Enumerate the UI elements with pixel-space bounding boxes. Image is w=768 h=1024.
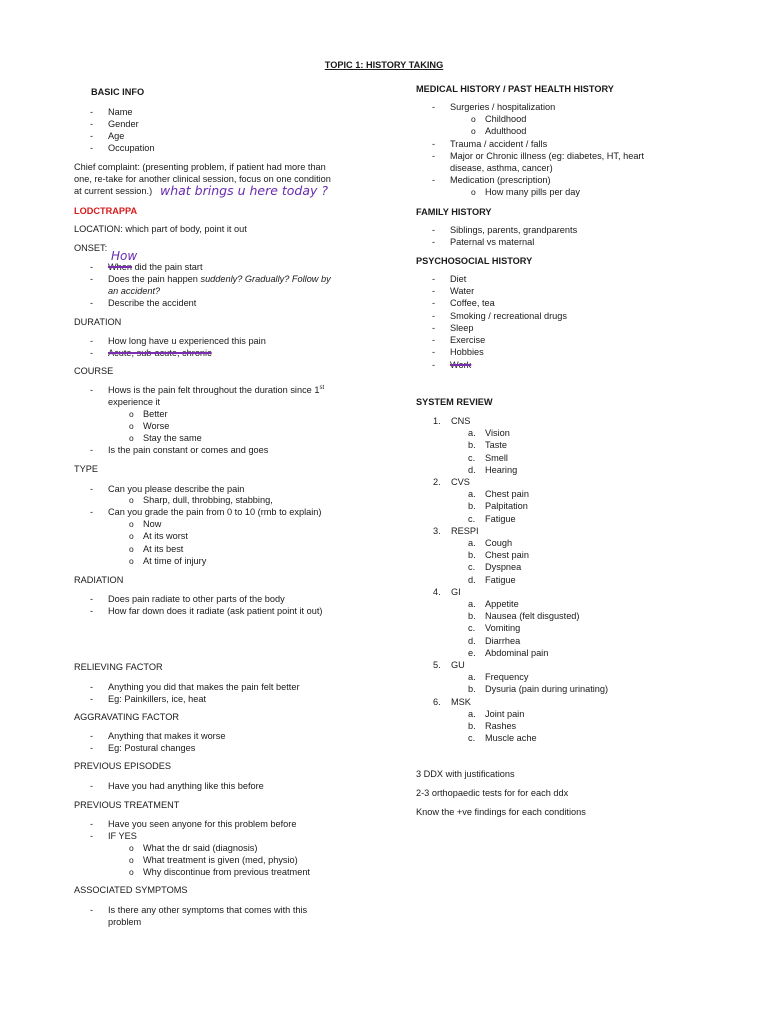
bullet-marker: o bbox=[471, 187, 476, 197]
dash-marker: - bbox=[432, 274, 436, 284]
dash-marker: - bbox=[90, 819, 94, 829]
system-name: GI bbox=[451, 586, 461, 597]
onset-item-text: did the pain start bbox=[132, 262, 203, 272]
dash-marker: - bbox=[90, 781, 94, 791]
dash-marker: - bbox=[90, 606, 94, 616]
aggravating-heading: AGGRAVATING FACTOR bbox=[74, 712, 179, 722]
onset-item bbox=[108, 261, 203, 273]
dash-marker: - bbox=[432, 347, 436, 357]
system-review-heading: SYSTEM REVIEW bbox=[416, 397, 493, 407]
system-name: CNS bbox=[451, 416, 471, 426]
system-number: 2. bbox=[433, 477, 441, 487]
system-item: Chest pain bbox=[485, 550, 529, 561]
dash-marker: - bbox=[90, 385, 94, 395]
bullet-marker: o bbox=[129, 421, 134, 431]
system-item: Palpitation bbox=[485, 501, 528, 512]
system-number: 5. bbox=[433, 660, 441, 670]
note-line: 2-3 orthopaedic tests for for each ddx bbox=[416, 788, 569, 798]
course-item-text: Hows is the pain felt throughout the duration since 1 bbox=[108, 385, 320, 395]
medical-subitem: How many pills per day bbox=[485, 187, 580, 197]
system-item-letter: a. bbox=[468, 538, 476, 548]
relieving-heading: RELIEVING FACTOR bbox=[74, 662, 163, 672]
system-item-letter: c. bbox=[468, 562, 476, 573]
system-item: Appetite bbox=[485, 599, 519, 609]
associated-item: Is there any other symptoms that comes with this bbox=[108, 905, 308, 915]
system-item-letter: b. bbox=[468, 440, 476, 451]
bullet-marker: o bbox=[129, 544, 134, 554]
system-item: Diarrhea bbox=[485, 635, 521, 646]
type-subitem: Now bbox=[143, 519, 162, 529]
chief-complaint-line: one, re-take for another clinical session, focus on one condition bbox=[74, 174, 331, 184]
onset-item-italic: an accident? bbox=[108, 286, 161, 296]
bullet-marker: o bbox=[129, 495, 134, 505]
note-line: 3 DDX with justifications bbox=[416, 769, 515, 779]
medical-item-cont: disease, asthma, cancer) bbox=[450, 163, 553, 173]
course-subitem: Better bbox=[143, 409, 168, 419]
previous-treatment-heading: PREVIOUS TREATMENT bbox=[74, 800, 180, 810]
dash-marker: - bbox=[90, 274, 94, 284]
system-item-letter: d. bbox=[468, 464, 476, 475]
dash-marker: - bbox=[432, 151, 436, 161]
system-name: GU bbox=[451, 660, 465, 670]
system-name: MSK bbox=[451, 696, 471, 707]
type-heading: TYPE bbox=[74, 464, 98, 474]
psychosocial-item: Water bbox=[450, 286, 475, 296]
type-subitem: Sharp, dull, throbbing, stabbing, bbox=[143, 495, 273, 505]
basic-info-item: Gender bbox=[108, 119, 139, 129]
note-line: Know the +ve findings for each conditions bbox=[416, 807, 586, 817]
previous-treatment-subitem: What treatment is given (med, physio) bbox=[143, 855, 298, 865]
system-item: Fatigue bbox=[485, 513, 516, 524]
system-item-letter: a. bbox=[468, 428, 476, 439]
handwritten-note: what brings u here today ? bbox=[160, 183, 329, 198]
system-item-letter: e. bbox=[468, 647, 476, 658]
type-item: Can you grade the pain from 0 to 10 (rmb to explain) bbox=[108, 507, 322, 517]
dash-marker: - bbox=[90, 507, 94, 517]
dash-marker: - bbox=[90, 143, 94, 153]
dash-marker: - bbox=[90, 107, 94, 117]
system-name: CVS bbox=[451, 477, 470, 487]
radiation-item: Does pain radiate to other parts of the body bbox=[108, 594, 285, 604]
dash-marker: - bbox=[432, 225, 436, 235]
basic-info-heading: BASIC INFO bbox=[91, 87, 145, 97]
location-line: LOCATION: which part of body, point it out bbox=[74, 224, 247, 234]
bullet-marker: o bbox=[129, 855, 134, 865]
psychosocial-item: Diet bbox=[450, 274, 467, 284]
medical-subitem: Adulthood bbox=[485, 126, 527, 136]
previous-treatment-item: IF YES bbox=[108, 831, 137, 841]
dash-marker: - bbox=[90, 336, 94, 346]
psychosocial-item: Smoking / recreational drugs bbox=[450, 311, 567, 321]
course-subitem: Stay the same bbox=[143, 433, 202, 443]
dash-marker: - bbox=[90, 694, 94, 704]
psychosocial-heading: PSYCHOSOCIAL HISTORY bbox=[416, 256, 533, 266]
duration-item: How long have u experienced this pain bbox=[108, 336, 266, 346]
dash-marker: - bbox=[432, 335, 436, 345]
dash-marker: - bbox=[90, 119, 94, 129]
system-item: Taste bbox=[485, 440, 507, 451]
dash-marker: - bbox=[90, 484, 94, 494]
bullet-marker: o bbox=[129, 531, 134, 541]
system-item-letter: a. bbox=[468, 599, 476, 609]
previous-treatment-item: Have you seen anyone for this problem before bbox=[108, 819, 297, 829]
type-subitem: At its best bbox=[143, 544, 184, 554]
dash-marker: - bbox=[432, 237, 436, 247]
bullet-marker: o bbox=[129, 433, 134, 443]
system-item-letter: b. bbox=[468, 684, 476, 695]
onset-item bbox=[108, 273, 331, 285]
basic-info-item: Age bbox=[108, 131, 125, 141]
bullet-marker: o bbox=[129, 556, 134, 566]
previous-episodes-heading: PREVIOUS EPISODES bbox=[74, 761, 172, 771]
family-item: Paternal vs maternal bbox=[450, 237, 535, 247]
psychosocial-item: Coffee, tea bbox=[450, 298, 495, 308]
system-item: Frequency bbox=[485, 672, 529, 683]
relieving-item: Eg: Painkillers, ice, heat bbox=[108, 694, 207, 704]
dash-marker: - bbox=[432, 360, 436, 370]
system-item-letter: a. bbox=[468, 489, 476, 500]
medical-heading: MEDICAL HISTORY / PAST HEALTH HISTORY bbox=[416, 84, 614, 94]
medical-item: Medication (prescription) bbox=[450, 175, 551, 185]
medical-item: Trauma / accident / falls bbox=[450, 139, 548, 149]
family-item: Siblings, parents, grandparents bbox=[450, 225, 578, 235]
relieving-item: Anything you did that makes the pain felt better bbox=[108, 682, 300, 692]
system-item: Vomiting bbox=[485, 623, 521, 634]
psychosocial-item: Sleep bbox=[450, 323, 474, 333]
previous-treatment-subitem: Why discontinue from previous treatment bbox=[143, 867, 310, 877]
struck-text: When bbox=[108, 262, 133, 272]
onset-item-cont bbox=[108, 285, 160, 297]
radiation-heading: RADIATION bbox=[74, 575, 124, 585]
course-heading: COURSE bbox=[74, 366, 114, 376]
bullet-marker: o bbox=[129, 519, 134, 529]
dash-marker: - bbox=[432, 298, 436, 308]
system-item: Cough bbox=[485, 538, 513, 548]
basic-info-item: Name bbox=[108, 107, 133, 117]
duration-heading: DURATION bbox=[74, 317, 122, 327]
aggravating-item: Anything that makes it worse bbox=[108, 731, 226, 741]
system-item: Nausea (felt disgusted) bbox=[485, 611, 580, 622]
system-item-letter: c. bbox=[468, 623, 476, 634]
lodctrappa-heading: LODCTRAPPA bbox=[74, 206, 138, 216]
system-name: RESPI bbox=[451, 525, 479, 536]
dash-marker: - bbox=[90, 262, 94, 272]
dash-marker: - bbox=[90, 131, 94, 141]
duration-item-struck: Acute, sub-acute, chronic bbox=[108, 348, 212, 358]
dash-marker: - bbox=[90, 348, 94, 358]
page-title: TOPIC 1: HISTORY TAKING bbox=[324, 60, 444, 70]
system-item: Rashes bbox=[485, 721, 517, 731]
dash-marker: - bbox=[432, 286, 436, 296]
dash-marker: - bbox=[432, 323, 436, 333]
chief-complaint-line: at current session.) bbox=[74, 186, 153, 196]
course-item-cont: experience it bbox=[108, 397, 161, 407]
system-item-letter: a. bbox=[468, 708, 476, 719]
dash-marker: - bbox=[432, 175, 436, 185]
system-number: 1. bbox=[433, 416, 441, 426]
type-item: Can you please describe the pain bbox=[108, 484, 245, 494]
system-item: Chest pain bbox=[485, 489, 529, 500]
system-item: Dyspnea bbox=[485, 562, 522, 573]
dash-marker: - bbox=[90, 831, 94, 841]
system-item: Joint pain bbox=[485, 708, 525, 719]
type-subitem: At time of injury bbox=[143, 556, 207, 566]
psychosocial-item: Hobbies bbox=[450, 347, 484, 357]
bullet-marker: o bbox=[129, 409, 134, 419]
bullet-marker: o bbox=[471, 114, 476, 124]
system-item-letter: c. bbox=[468, 513, 476, 524]
system-number: 4. bbox=[433, 586, 441, 597]
onset-item: Describe the accident bbox=[108, 298, 197, 308]
dash-marker: - bbox=[90, 743, 94, 753]
system-item: Smell bbox=[485, 452, 508, 463]
dash-marker: - bbox=[432, 139, 436, 149]
bullet-marker: o bbox=[471, 126, 476, 136]
system-item-letter: b. bbox=[468, 721, 476, 731]
dash-marker: - bbox=[90, 682, 94, 692]
dash-marker: - bbox=[90, 594, 94, 604]
system-item-letter: d. bbox=[468, 574, 476, 585]
system-item: Abdominal pain bbox=[485, 647, 549, 658]
system-item-letter: c. bbox=[468, 452, 476, 463]
system-item-letter: c. bbox=[468, 733, 476, 744]
previous-treatment-subitem: What the dr said (diagnosis) bbox=[143, 843, 258, 853]
dash-marker: - bbox=[90, 905, 94, 915]
course-item bbox=[108, 384, 324, 396]
psychosocial-item-struck: Work bbox=[450, 360, 472, 370]
bullet-marker: o bbox=[129, 867, 134, 877]
psychosocial-item: Exercise bbox=[450, 335, 486, 345]
superscript: st bbox=[319, 384, 325, 391]
system-item-letter: b. bbox=[468, 501, 476, 512]
basic-info-item: Occupation bbox=[108, 143, 155, 153]
system-item-letter: a. bbox=[468, 672, 476, 683]
onset-heading: ONSET: bbox=[74, 243, 108, 253]
radiation-item: How far down does it radiate (ask patient point it out) bbox=[108, 606, 323, 616]
family-heading: FAMILY HISTORY bbox=[416, 207, 492, 217]
bullet-marker: o bbox=[129, 843, 134, 853]
course-item: Is the pain constant or comes and goes bbox=[108, 445, 269, 455]
system-item-letter: b. bbox=[468, 611, 476, 622]
system-item-letter: b. bbox=[468, 550, 476, 561]
onset-item-italic: suddenly? Gradually? Follow by bbox=[200, 274, 331, 284]
system-item-letter: d. bbox=[468, 635, 476, 646]
dash-marker: - bbox=[432, 102, 436, 112]
associated-heading: ASSOCIATED SYMPTOMS bbox=[74, 885, 188, 895]
onset-item-text: Does the pain happen bbox=[108, 274, 201, 284]
associated-item-cont: problem bbox=[108, 917, 142, 927]
previous-episodes-item: Have you had anything like this before bbox=[108, 781, 264, 791]
dash-marker: - bbox=[90, 445, 94, 455]
system-item: Vision bbox=[485, 428, 510, 439]
medical-item: Major or Chronic illness (eg: diabetes, HT, heart bbox=[450, 151, 645, 161]
system-item: Hearing bbox=[485, 464, 518, 475]
type-subitem: At its worst bbox=[143, 531, 188, 541]
system-number: 6. bbox=[433, 696, 441, 707]
system-item: Muscle ache bbox=[485, 733, 537, 744]
course-subitem: Worse bbox=[143, 421, 170, 431]
medical-subitem: Childhood bbox=[485, 114, 527, 124]
system-item: Dysuria (pain during urinating) bbox=[485, 684, 609, 695]
dash-marker: - bbox=[432, 311, 436, 321]
aggravating-item: Eg: Postural changes bbox=[108, 743, 196, 753]
dash-marker: - bbox=[90, 731, 94, 741]
chief-complaint-line: Chief complaint: (presenting problem, if patient had more than bbox=[74, 162, 326, 172]
medical-item: Surgeries / hospitalization bbox=[450, 102, 556, 112]
handwritten-how: How bbox=[111, 249, 138, 263]
system-number: 3. bbox=[433, 525, 441, 536]
system-item: Fatigue bbox=[485, 574, 516, 585]
dash-marker: - bbox=[90, 298, 94, 308]
